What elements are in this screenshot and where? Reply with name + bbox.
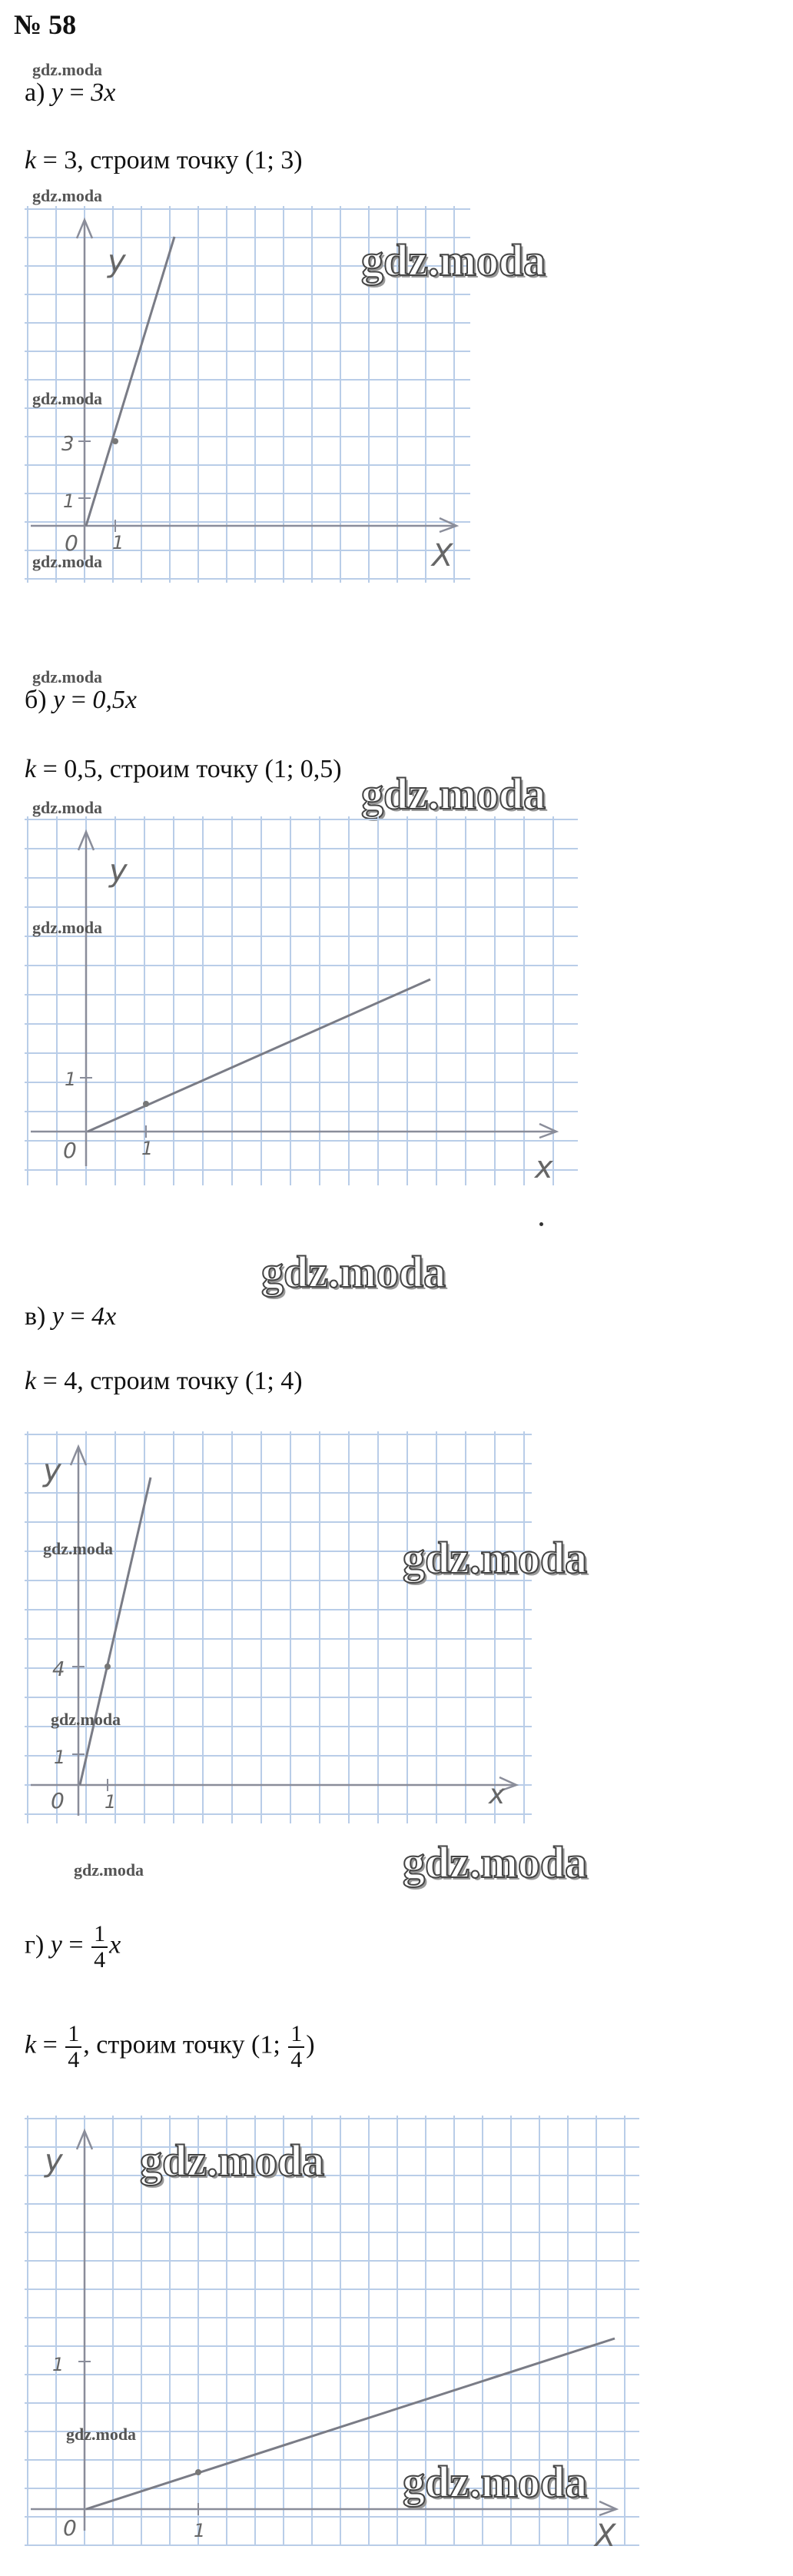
watermark: gdz.moda bbox=[32, 60, 103, 79]
origin-label: 0 bbox=[63, 2515, 77, 2541]
part-a-k-line bbox=[25, 148, 303, 174]
x-tick-label: 1 bbox=[112, 532, 124, 553]
x-axis-label: X bbox=[595, 2518, 616, 2546]
equation-rhs: 3x bbox=[91, 78, 116, 107]
equation-lhs: y bbox=[51, 78, 64, 107]
part-label: в) bbox=[25, 1302, 46, 1331]
x-axis-label: x bbox=[535, 1150, 553, 1185]
part-c-equation bbox=[25, 1304, 116, 1330]
fraction bbox=[288, 2022, 304, 2072]
grid bbox=[25, 816, 578, 1185]
graph-c bbox=[25, 1431, 532, 1823]
fraction bbox=[65, 2022, 81, 2072]
grid bbox=[25, 1431, 532, 1823]
k-close: ) bbox=[306, 2030, 315, 2059]
y-axis-label: y bbox=[108, 244, 126, 279]
k-var: k bbox=[25, 2030, 37, 2059]
watermark: gdz.moda bbox=[261, 1247, 446, 1297]
watermark: gdz.moda bbox=[32, 552, 103, 571]
equation-rhs: 4x bbox=[91, 1302, 117, 1331]
y-axis-label: y bbox=[43, 1453, 61, 1488]
watermark: gdz.moda bbox=[361, 769, 546, 819]
origin-label: 0 bbox=[51, 1788, 65, 1813]
y-tick-label: 1 bbox=[65, 1069, 77, 1090]
y-point-label: 3 bbox=[61, 433, 75, 456]
x-axis-label: x bbox=[489, 1779, 506, 1810]
fraction-numerator: 1 bbox=[65, 2022, 81, 2048]
k-desc: , строим точку (1; 4) bbox=[77, 1367, 303, 1395]
fraction-denominator: 4 bbox=[94, 1946, 106, 1973]
part-c-k-line bbox=[25, 1368, 303, 1394]
fraction-denominator: 4 bbox=[68, 2046, 80, 2072]
watermark: gdz.moda bbox=[403, 2457, 588, 2507]
equation-lhs: y bbox=[51, 1302, 64, 1331]
k-var: k bbox=[25, 755, 37, 783]
point-marker bbox=[143, 1101, 149, 1107]
equation-eq: = bbox=[63, 78, 91, 107]
watermark: gdz.moda bbox=[140, 2136, 325, 2185]
fraction-numerator: 1 bbox=[288, 2022, 304, 2048]
y-point-label: 4 bbox=[52, 1658, 65, 1681]
fraction-denominator: 4 bbox=[290, 2046, 303, 2072]
watermark: gdz.moda bbox=[403, 1533, 588, 1583]
watermark: gdz.moda bbox=[66, 2425, 137, 2444]
k-var: k bbox=[25, 146, 37, 175]
y-tick-label: 1 bbox=[63, 490, 75, 512]
equation-rhs: 0,5x bbox=[92, 686, 137, 714]
watermark: gdz.moda bbox=[51, 1710, 121, 1729]
function-line bbox=[88, 979, 430, 1132]
equation-var: x bbox=[109, 1930, 121, 1959]
watermark: gdz.moda bbox=[32, 186, 103, 205]
part-a-equation bbox=[25, 80, 115, 106]
watermark: gdz.moda bbox=[32, 667, 103, 686]
x-tick-label: 1 bbox=[194, 2520, 206, 2541]
k-value: = 3 bbox=[36, 146, 78, 175]
watermark: gdz.moda bbox=[32, 798, 103, 817]
k-value: = 0,5 bbox=[36, 755, 97, 783]
fraction-numerator: 1 bbox=[91, 1922, 108, 1948]
origin-label: 0 bbox=[65, 530, 78, 556]
equation-lhs: y bbox=[50, 1930, 62, 1959]
y-tick-label: 1 bbox=[54, 1747, 66, 1768]
part-label: а) bbox=[25, 78, 45, 107]
stray-dot bbox=[539, 1222, 543, 1226]
origin-label: 0 bbox=[63, 1138, 77, 1163]
k-value: = 4 bbox=[36, 1367, 78, 1395]
watermark: gdz.moda bbox=[74, 1860, 144, 1880]
y-tick-label: 1 bbox=[52, 2354, 65, 2375]
part-label: г) bbox=[25, 1930, 45, 1959]
k-eq: = bbox=[36, 2030, 65, 2059]
part-b-equation bbox=[25, 687, 137, 713]
point-marker bbox=[112, 438, 118, 444]
fraction bbox=[91, 1922, 108, 1972]
function-line bbox=[86, 237, 174, 526]
part-label: б) bbox=[25, 686, 47, 714]
part-b-k-line bbox=[25, 756, 342, 783]
x-axis-label: X bbox=[432, 538, 453, 573]
watermark: gdz.moda bbox=[32, 389, 103, 408]
part-d-equation bbox=[25, 1922, 121, 1972]
equation-eq: = bbox=[65, 686, 93, 714]
watermark: gdz.moda bbox=[32, 918, 103, 937]
watermark: gdz.moda bbox=[43, 1539, 114, 1558]
equation-lhs: y bbox=[53, 686, 65, 714]
point-marker bbox=[195, 2469, 201, 2475]
watermark: gdz.moda bbox=[403, 1837, 588, 1887]
problem-number: № 58 bbox=[14, 9, 77, 40]
part-d-k-line bbox=[25, 2022, 315, 2072]
x-tick-label: 1 bbox=[105, 1791, 117, 1813]
y-axis-label: y bbox=[45, 2143, 63, 2179]
y-axis-label: y bbox=[109, 853, 128, 889]
k-desc: , строим точку (1; 0,5) bbox=[96, 755, 342, 783]
equation-eq: = bbox=[61, 1930, 91, 1959]
graph-b bbox=[25, 816, 578, 1185]
k-var: k bbox=[25, 1367, 37, 1395]
point-marker bbox=[105, 1664, 111, 1670]
k-desc: , строим точку (1; 3) bbox=[77, 146, 303, 175]
x-tick-label: 1 bbox=[141, 1138, 154, 1159]
watermark: gdz.moda bbox=[361, 235, 546, 285]
k-desc: , строим точку (1; bbox=[83, 2030, 287, 2059]
equation-eq: = bbox=[63, 1302, 92, 1331]
